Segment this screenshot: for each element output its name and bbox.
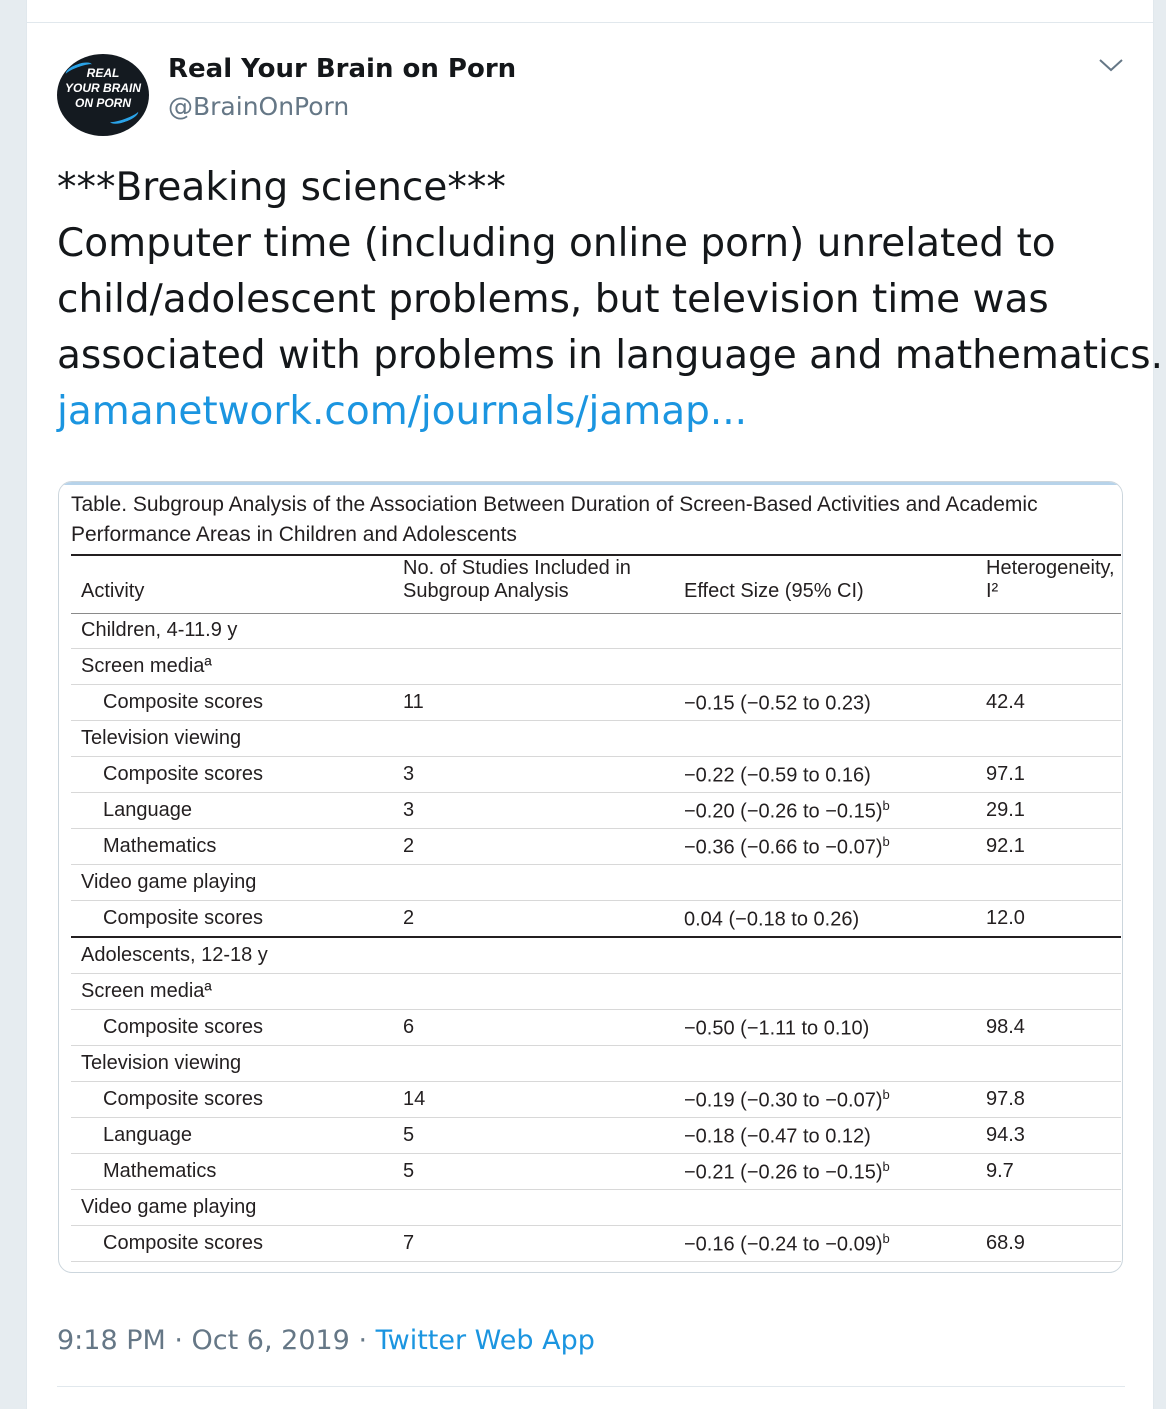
cell-studies: 2 [403,901,684,938]
cell-studies [403,613,684,649]
cell-effect [684,937,986,974]
footnote-marker: b [882,797,890,813]
divider [57,1386,1125,1387]
table-row [71,865,1121,901]
cell-heterogeneity [986,649,1121,685]
table-row [71,793,1121,829]
display-name[interactable]: Real Your Brain on Porn [168,54,517,84]
cell-activity: Video game playing [71,865,403,901]
user-handle[interactable]: @BrainOnPorn [168,92,350,121]
cell-studies: 14 [403,1082,684,1118]
table-row [71,829,1121,865]
cell-effect: −0.21 (−0.26 to −0.15)$^b$ [684,1154,986,1190]
cell-activity: Language [71,1118,403,1154]
cell-heterogeneity: 12.0 [986,901,1121,938]
timestamp[interactable]: 9:18 PM · Oct 6, 2019 · [57,1325,376,1356]
cell-heterogeneity: 68.9 [986,1226,1121,1262]
table-row [71,1118,1121,1154]
cell-effect: −0.18 (−0.47 to 0.12) [684,1118,986,1154]
cell-activity: Children, 4-11.9 y [71,613,403,649]
header-rule [71,613,1121,614]
table-row [71,613,1121,649]
cell-studies: 3 [403,757,684,793]
data-table [71,557,1121,1262]
cell-studies [403,1046,684,1082]
cell-effect [684,1190,986,1226]
cell-studies [403,865,684,901]
cell-effect: 0.04 (−0.18 to 0.26) [684,901,986,938]
tweet-link[interactable]: jamanetwork.com/journals/jamap... [57,389,748,434]
cell-effect: −0.20 (−0.26 to −0.15)$^b$ [684,793,986,829]
table-row [71,974,1121,1010]
divider [27,22,1153,23]
figure-accent-bar [59,482,1122,485]
cell-heterogeneity: 9.7 [986,1154,1121,1190]
cell-studies: 6 [403,1010,684,1046]
col-header-heterogeneity: Heterogeneity, I² [986,557,1115,602]
col-header-activity: Activity [81,580,145,602]
cell-effect [684,1046,986,1082]
cell-heterogeneity [986,1046,1121,1082]
tweet-text-line: Computer time (including online porn) unrelated to [57,221,1056,266]
cell-activity: Video game playing [71,1190,403,1226]
cell-studies: 5 [403,1118,684,1154]
cell-activity: Mathematics [71,829,403,865]
cell-activity: Composite scores [71,901,403,938]
avatar[interactable] [57,54,149,136]
cell-activity: Composite scores [71,1226,403,1262]
cell-studies [403,1190,684,1226]
tweet-text-line: child/adolescent problems, but television time was [57,277,1049,322]
col-header-effect: Effect Size (95% CI) [684,580,864,602]
footnote-marker: b [882,833,890,849]
table-caption: Table. Subgroup Analysis of the Association Between Duration of Screen-Based Activities and Academic Performance Areas in Children and Adolescents [71,493,1038,546]
cell-effect [684,613,986,649]
cell-heterogeneity [986,974,1121,1010]
caption-rule [71,554,1121,556]
cell-heterogeneity: 98.4 [986,1010,1121,1046]
cell-effect [684,721,986,757]
source-app-link[interactable]: Twitter Web App [375,1325,595,1356]
cell-effect [684,865,986,901]
cell-activity: Screen mediaª [71,974,403,1010]
cell-studies [403,937,684,974]
table-row [71,1190,1121,1226]
cell-studies: 7 [403,1226,684,1262]
cell-effect: −0.36 (−0.66 to −0.07)$^b$ [684,829,986,865]
cell-effect [684,974,986,1010]
chevron-down-icon[interactable] [1097,54,1125,76]
table-row [71,757,1121,793]
table-row [71,937,1121,974]
col-header-studies: No. of Studies Included in Subgroup Analysis [403,557,631,602]
cell-activity: Screen mediaª [71,649,403,685]
table-header-row [71,557,1121,613]
cell-heterogeneity [986,1190,1121,1226]
tweet-meta [57,1325,595,1356]
cell-heterogeneity: 97.8 [986,1082,1121,1118]
cell-studies: 5 [403,1154,684,1190]
cell-effect: −0.16 (−0.24 to −0.09)$^b$ [684,1226,986,1262]
cell-effect: −0.19 (−0.30 to −0.07)$^b$ [684,1082,986,1118]
cell-heterogeneity [986,721,1121,757]
attached-image[interactable] [58,481,1123,1273]
cell-effect: −0.15 (−0.52 to 0.23) [684,685,986,721]
cell-activity: Composite scores [71,757,403,793]
cell-heterogeneity: 29.1 [986,793,1121,829]
footnote-marker: b [882,1158,890,1174]
cell-studies [403,974,684,1010]
cell-effect: −0.22 (−0.59 to 0.16) [684,757,986,793]
cell-heterogeneity: 92.1 [986,829,1121,865]
cell-activity: Composite scores [71,1082,403,1118]
cell-studies [403,649,684,685]
footnote-marker: b [882,1086,890,1102]
tweet-card [26,0,1163,1409]
table-row [71,1082,1121,1118]
tweet-text-line: ***Breaking science*** [57,165,506,210]
table-row [71,1046,1121,1082]
cell-activity: Television viewing [71,1046,403,1082]
cell-heterogeneity [986,613,1121,649]
cell-activity: Language [71,793,403,829]
cell-heterogeneity: 97.1 [986,757,1121,793]
cell-activity: Adolescents, 12-18 y [71,937,403,974]
cell-activity: Composite scores [71,685,403,721]
cell-heterogeneity: 42.4 [986,685,1121,721]
table-row [71,901,1121,938]
cell-studies: 11 [403,685,684,721]
cell-activity: Mathematics [71,1154,403,1190]
table-row [71,721,1121,757]
table-body [71,613,1121,1262]
cell-heterogeneity: 94.3 [986,1118,1121,1154]
cell-heterogeneity [986,937,1121,974]
tweet-text [57,160,1163,440]
table-row [71,1226,1121,1262]
footnote-marker: b [882,1230,890,1246]
table-row [71,1154,1121,1190]
cell-effect: −0.50 (−1.11 to 0.10) [684,1010,986,1046]
cell-studies [403,721,684,757]
cell-activity: Composite scores [71,1010,403,1046]
tweet-text-line: associated with problems in language and mathematics. [57,333,1163,378]
table-row [71,685,1121,721]
cell-studies: 2 [403,829,684,865]
avatar-logo-text: REAL YOUR BRAIN ON PORN [64,66,141,110]
cell-studies: 3 [403,793,684,829]
cell-heterogeneity [986,865,1121,901]
cell-effect [684,649,986,685]
cell-activity: Television viewing [71,721,403,757]
table-row [71,649,1121,685]
table-row [71,1010,1121,1046]
